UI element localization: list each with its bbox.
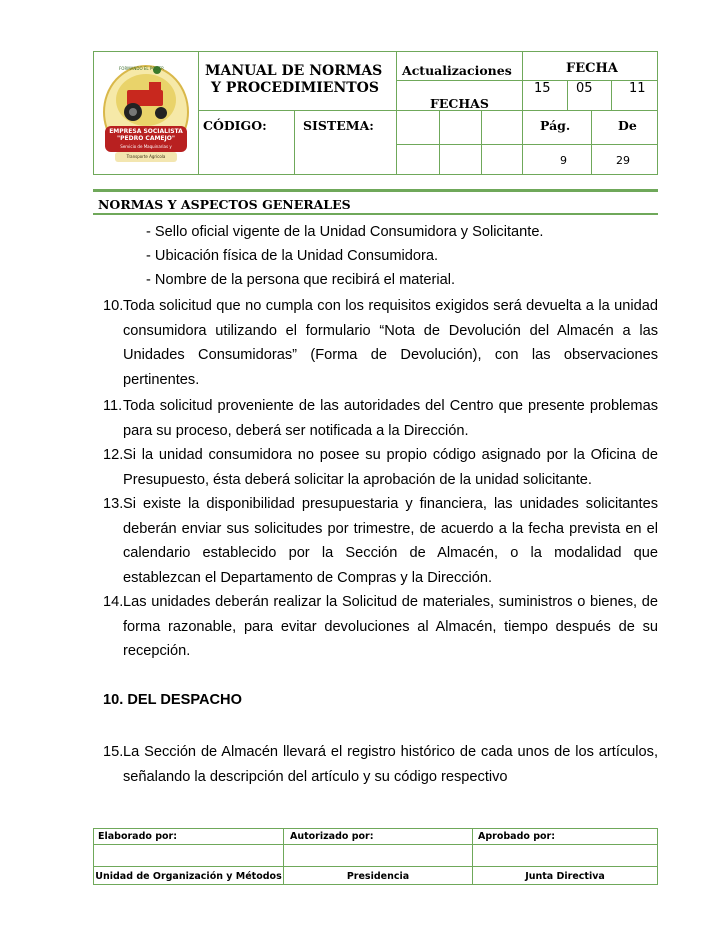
pag-label: Pág. [540, 118, 571, 133]
bullet-item: - Sello oficial vigente de la Unidad Consumidora y Solicitante. [146, 224, 544, 240]
list-item: 11. Toda solicitud proveniente de las autoridades del Centro que presente problemas para su proceso, deberá ser notificada a la Dirección. [103, 398, 658, 439]
fecha-year: 11 [629, 81, 646, 96]
de-label: De [618, 118, 637, 133]
elaborado-value: Unidad de Organización y Métodos [95, 871, 282, 882]
manual-title-line2: Y PROCEDIMIENTOS [211, 80, 379, 96]
divider-top [93, 189, 658, 192]
list-item: 14. Las unidades deberán realizar la Solicitud de materiales, suministros o bienes, de forma razonable, para evitar devoluciones al Almacén, tiempo después de su recepción. [103, 594, 658, 659]
divider-bottom [93, 213, 658, 215]
autorizado-value: Presidencia [346, 871, 410, 882]
codigo-label: CÓDIGO: [203, 118, 267, 133]
subsection-heading: 10. DEL DESPACHO [103, 692, 242, 708]
document-header [93, 51, 658, 175]
actualizaciones-label: Actualizaciones [402, 63, 512, 78]
list-item: 10. Toda solicitud que no cumpla con los requisitos exigidos será devuelta a la unidad consumidora utilizando el formulario “Nota de Devolución del Almacén a las Unidades Consumidoras” (Forma de Devolución), con las observaciones pertinentes. [103, 298, 658, 388]
page-current: 9 [560, 154, 567, 167]
section-heading: NORMAS Y ASPECTOS GENERALES [98, 197, 351, 212]
list-item: 12. Si la unidad consumidora no posee su propio código asignado por la Oficina de Presupuesto, ésta deberá solicitar la aprobación de la unidad solicitante. [103, 447, 658, 488]
bullet-item: - Nombre de la persona que recibirá el material. [146, 272, 456, 288]
aprobado-label: Aprobado por: [478, 831, 556, 842]
company-logo: FORMANDO EL PODER EMPRESA SOCIALISTA "PEDRO CAMEJO" Servicio de Maquinarias y Transporte Agrícola [97, 60, 195, 168]
elaborado-label: Elaborado por: [98, 831, 178, 842]
page-total: 29 [616, 154, 630, 167]
list-item: 15. La Sección de Almacén llevará el registro histórico de cada unos de los artículos, señalando la descripción del artículo y su código respectivo [103, 744, 658, 785]
list-item: 13. Si existe la disponibilidad presupuestaria y financiera, las unidades solicitantes deberán enviar sus solicitudes por trimestre, de acuerdo a la fecha prevista en el calendario establecido por la Sección de Almacén, o la modalidad que establezcan el Departamento de Compras y la Dirección. [103, 496, 658, 586]
fecha-label: FECHA [566, 61, 618, 76]
sistema-label: SISTEMA: [303, 118, 374, 133]
logo-emblem [97, 60, 195, 168]
fecha-month: 05 [576, 81, 593, 96]
manual-title-line1: MANUAL DE NORMAS [205, 63, 383, 79]
aprobado-value: Junta Directiva [525, 871, 605, 882]
fecha-day: 15 [534, 81, 551, 96]
autorizado-label: Autorizado por: [290, 831, 374, 842]
bullet-item: - Ubicación física de la Unidad Consumidora. [146, 248, 439, 264]
approval-footer [93, 828, 658, 885]
fechas-label: FECHAS [430, 96, 489, 111]
